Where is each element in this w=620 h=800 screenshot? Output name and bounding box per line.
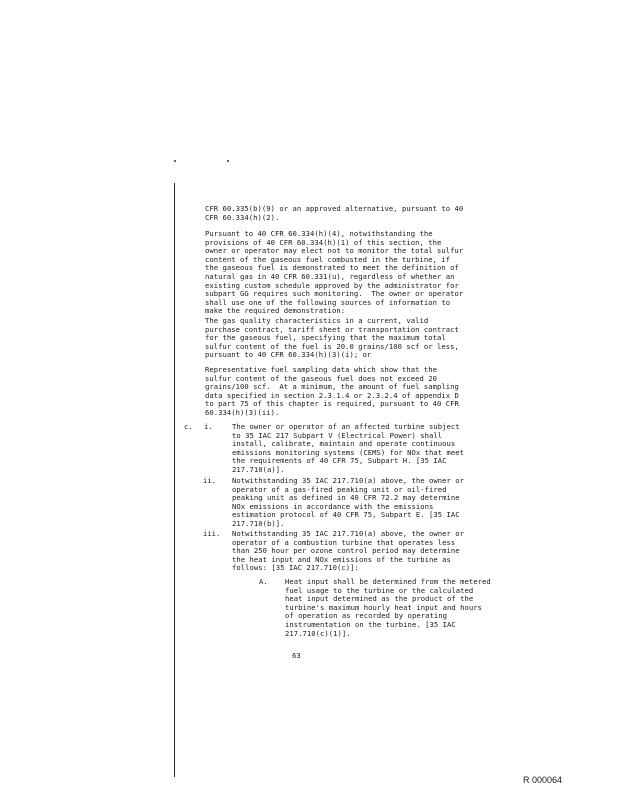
bates-number: R 000064 [523,775,563,785]
item-ii-peaking-unit: Notwithstanding 35 IAC 217.710(a) above, the owner or operator of a gas-fired peaking unit or oil-fired peaking unit as defined in 40 CFR 72.2 may determine NOx emissions in accordance with the emissions estimation protocol of 40 CFR 75, Subpart E. [35 IAC 217.710(b)]. [232,476,464,528]
section-marker-c: c. [184,422,193,431]
item-i-cems-requirement: The owner or operator of an affected turbine subject to 35 IAC 217 Subpart V (Electrical Power) shall install, calibrate, maintain and operate continuous emissions monitoring systems (CEMS) for NOx that meet the requirements of 40 CFR 75, Subpart H. [35 IAC 217.710(a)]. [232,422,464,474]
paragraph-continuation: CFR 60.335(b)(9) or an approved alternative, pursuant to 40 CFR 60.334(h)(2). [205,204,464,222]
subitem-marker-A: A. [259,577,268,586]
item-marker-i: i. [204,422,213,431]
scan-speck [174,160,176,162]
item-iii-low-hours-turbine: Notwithstanding 35 IAC 217.710(a) above, the owner or operator of a combustion turbine that operates less than 250 hour per ozone control period may determine the heat input and NOx emissions of the turbine as follows: [35 IAC 217.710(c)]: [232,529,464,573]
item-marker-ii: ii. [203,476,216,485]
margin-rule [174,183,175,777]
paragraph-natural-gas-exemption: Pursuant to 40 CFR 60.334(h)(4), notwithstanding the provisions of 40 CFR 60.334(h)(1) of this section, the owner or operator may elect not to monitor the total sulfur content of the gaseous fuel combusted in the turbine, if the gaseous fuel is demonstrated to meet the definition of natural gas in 40 CFR 60.331(u), regardless of whether an existing custom schedule approved by the administrator for subpart GG requires such monitoring. The owner or operator shall use one of the following sources of information to make the required demonstration: [205,229,464,316]
page-number: 63 [292,651,301,660]
subitem-A-heat-input: Heat input shall be determined from the metered fuel usage to the turbine or the calculated heat input determined as the product of the turbine's maximum hourly heat input and hours of operation as recorded by operating instrumentation on the turbine. [35 IAC 217.710(c)(1)]. [285,577,491,638]
item-marker-iii: iii. [203,529,221,538]
paragraph-fuel-sampling: Representative fuel sampling data which show that the sulfur content of the gaseous fuel does not exceed 20 grains/100 scf. At a minimum, the amount of fuel sampling data specified in section 2.3.1.4 or 2.3.2.4 of appendix D to part 75 of this chapter is required, pursuant to 40 CFR 60.334(h)(3)(ii). [205,365,459,417]
scan-speck [227,160,229,162]
paragraph-gas-quality: The gas quality characteristics in a current, valid purchase contract, tariff sheet or transportation contract for the gaseous fuel, specifying that the maximum total sulfur content of the fuel is 20.0 grains/100 scf or less, pursuant to 40 CFR 60.334(h)(3)(i); or [205,316,459,360]
